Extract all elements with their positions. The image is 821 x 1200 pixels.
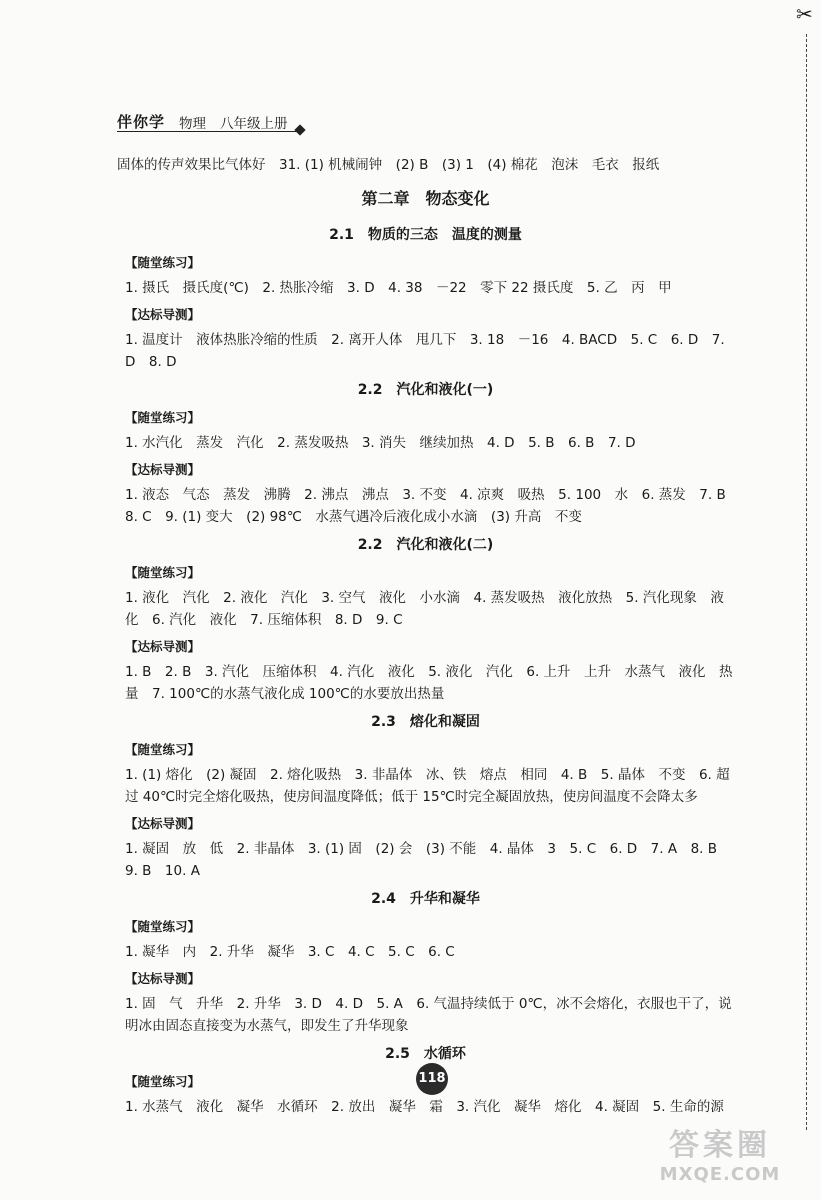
page-number-badge: 118 — [416, 1063, 448, 1095]
block-answers: 1. 水蒸气 液化 凝华 水循环 2. 放出 凝华 霜 3. 汽化 凝华 熔化 4. 凝固 5. 生命的源 — [125, 1099, 724, 1115]
answer-content — [117, 154, 740, 1123]
block-label: 【达标导测】 — [125, 462, 201, 477]
block-answers: 1. (1) 熔化 (2) 凝固 2. 熔化吸热 3. 非晶体 冰、铁 熔点 相同 4. B 5. 晶体 不变 6. 超过 40℃时完全熔化吸热，使房间温度降低；低于 15℃时完全凝固放热，使房间温度不会降太多 — [125, 767, 730, 805]
block-label: 【达标导测】 — [125, 971, 201, 986]
diamond-icon — [294, 124, 305, 135]
section-title: 2.3 熔化和凝固 — [371, 714, 480, 730]
section-title: 2.5 水循环 — [385, 1046, 466, 1062]
block-answers: 1. B 2. B 3. 汽化 压缩体积 4. 汽化 液化 5. 液化 汽化 6. 上升 上升 水蒸气 液化 热量 7. 100℃的水蒸气液化成 100℃的水要放出热量 — [125, 664, 733, 702]
block-answers: 1. 凝固 放 低 2. 非晶体 3. (1) 固 (2) 会 (3) 不能 4. 晶体 3 5. C 6. D 7. A 8. B 9. B 10. A — [125, 841, 731, 879]
continued-answer: 固体的传声效果比气体好 31. (1) 机械闹钟 (2) B (3) 1 (4) 棉花 泡沫 毛衣 报纸 — [117, 157, 660, 173]
block-answers: 1. 摄氏 摄氏度(℃) 2. 热胀冷缩 3. D 4. 38 －22 零下 22 摄氏度 5. 乙 丙 甲 — [125, 280, 672, 296]
block-answers: 1. 温度计 液体热胀冷缩的性质 2. 离开人体 甩几下 3. 18 －16 4. BACD 5. C 6. D 7. D 8. D — [125, 332, 729, 370]
scissors-icon: ✂ — [796, 2, 813, 26]
block-answers: 1. 凝华 内 2. 升华 凝华 3. C 4. C 5. C 6. C — [125, 944, 455, 960]
block-label: 【随堂练习】 — [125, 742, 201, 757]
section-2-3 — [117, 711, 734, 882]
block-label: 【随堂练习】 — [125, 565, 201, 580]
brand-name: 伴你学 — [117, 113, 166, 131]
header-rule — [117, 131, 299, 132]
section-title: 2.4 升华和凝华 — [371, 891, 480, 907]
block-label: 【达标导测】 — [125, 307, 201, 322]
section-title: 2.1 物质的三态 温度的测量 — [329, 227, 522, 243]
section-title: 2.2 汽化和液化(二) — [357, 537, 494, 553]
block-answers: 1. 液态 气态 蒸发 沸腾 2. 沸点 沸点 3. 不变 4. 凉爽 吸热 5. 100 水 6. 蒸发 7. B 8. C 9. (1) 变大 (2) 98℃ 水蒸气遇冷后液化成小水滴 (3) 升高 不变 — [125, 487, 740, 525]
watermark — [640, 1128, 800, 1185]
page-header — [117, 111, 288, 132]
block-label: 【达标导测】 — [125, 816, 201, 831]
section-2-2-part2 — [117, 534, 734, 705]
watermark-url: MXQE.COM — [659, 1164, 781, 1185]
cut-line — [806, 34, 807, 1130]
section-title: 2.2 汽化和液化(一) — [357, 382, 494, 398]
block-answers: 1. 固 气 升华 2. 升华 3. D 4. D 5. A 6. 气温持续低于 0℃，冰不会熔化，衣服也干了，说明冰由固态直接变为水蒸气，即发生了升华现象 — [125, 996, 732, 1034]
section-2-4 — [117, 888, 734, 1037]
grade: 八年级上册 — [220, 116, 288, 132]
block-answers: 1. 水汽化 蒸发 汽化 2. 蒸发吸热 3. 消失 继续加热 4. D 5. B 6. B 7. D — [125, 435, 636, 451]
chapter-title: 第二章 物态变化 — [361, 189, 490, 208]
block-answers: 1. 液化 汽化 2. 液化 汽化 3. 空气 液化 小水滴 4. 蒸发吸热 液化放热 5. 汽化现象 液化 6. 汽化 液化 7. 压缩体积 8. D 9. C — [125, 590, 724, 628]
section-2-2-part1 — [117, 379, 740, 528]
section-2-1 — [117, 224, 734, 373]
watermark-title: 答案圈 — [669, 1128, 771, 1163]
block-label: 【随堂练习】 — [125, 919, 201, 934]
block-label: 【随堂练习】 — [125, 1074, 201, 1089]
subject: 物理 — [179, 116, 207, 132]
block-label: 【随堂练习】 — [125, 255, 201, 270]
block-label: 【达标导测】 — [125, 639, 201, 654]
block-label: 【随堂练习】 — [125, 410, 201, 425]
